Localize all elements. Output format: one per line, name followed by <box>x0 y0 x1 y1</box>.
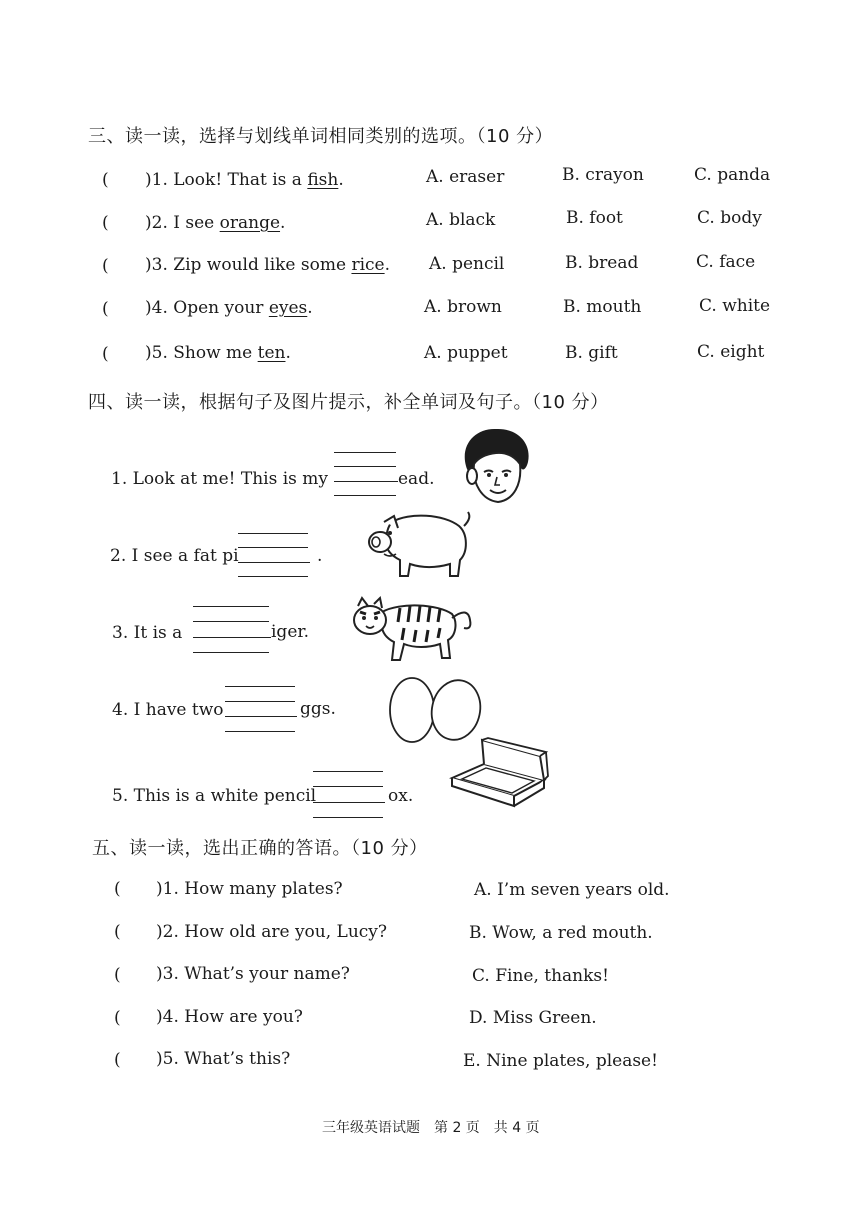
option-a: A. eraser <box>426 167 505 187</box>
option-c: C. body <box>697 208 762 228</box>
writing-line <box>193 652 269 653</box>
option-a: A. puppet <box>424 343 508 363</box>
writing-blank[interactable] <box>334 481 398 482</box>
answer-option-a: A. I’m seven years old. <box>474 880 670 900</box>
answer-option-d: D. Miss Green. <box>469 1008 597 1028</box>
option-a: A. pencil <box>429 254 505 274</box>
sentence-suffix: ox. <box>388 786 414 806</box>
writing-line <box>238 547 308 548</box>
option-a: A. black <box>426 210 496 230</box>
writing-line <box>334 466 396 467</box>
option-c: C. face <box>696 252 756 272</box>
question-text: )5. What’s this? <box>156 1049 291 1069</box>
answer-paren[interactable]: ( <box>102 299 109 319</box>
section4-heading: 四、读一读，根据句子及图片提示，补全单词及句子。（10 分） <box>88 392 609 413</box>
pig-picture <box>364 508 474 580</box>
sentence-prefix: 5. This is a white pencil <box>112 786 317 806</box>
underlined-word: rice <box>351 255 385 275</box>
sentence-suffix: iger. <box>271 622 310 642</box>
option-c: C. white <box>699 296 771 316</box>
option-b: B. foot <box>566 208 623 228</box>
question-text: )4. Open your eyes. <box>145 298 313 318</box>
question-text: )3. Zip would like some rice. <box>145 255 391 275</box>
section5-heading: 五、读一读，选出正确的答语。（10 分） <box>92 838 428 859</box>
option-a: A. brown <box>424 297 502 317</box>
question-text: )5. Show me ten. <box>145 343 291 363</box>
question-text: )1. Look! That is a fish. <box>145 170 344 190</box>
writing-line <box>313 771 383 772</box>
question-text: )2. How old are you, Lucy? <box>156 922 388 942</box>
sentence-suffix: ggs. <box>300 699 336 719</box>
question-text: )2. I see orange. <box>145 213 286 233</box>
answer-paren[interactable]: ( <box>102 256 109 276</box>
answer-option-c: C. Fine, thanks! <box>472 966 609 986</box>
underlined-word: orange <box>219 213 281 233</box>
sentence-prefix: 1. Look at me! This is my <box>111 469 329 489</box>
answer-paren[interactable]: ( <box>102 213 109 233</box>
answer-option-b: B. Wow, a red mouth. <box>469 923 653 943</box>
answer-option-e: E. Nine plates, please! <box>463 1051 658 1071</box>
answer-paren[interactable]: ( <box>102 344 109 364</box>
underlined-word: eyes <box>268 298 308 318</box>
underlined-word: fish <box>307 170 339 190</box>
writing-line <box>193 606 269 607</box>
writing-line <box>225 701 295 702</box>
writing-line <box>313 786 383 787</box>
writing-line <box>238 533 308 534</box>
page-footer: 三年级英语试题 第 2 页 共 4 页 <box>322 1120 540 1136</box>
writing-line <box>334 495 396 496</box>
answer-paren[interactable]: ( <box>114 965 121 985</box>
sentence-prefix: 2. I see a fat pi <box>110 546 239 566</box>
writing-blank[interactable] <box>238 562 310 563</box>
sentence-prefix: 4. I have two <box>112 700 224 720</box>
writing-line <box>334 452 396 453</box>
pencil-box-picture <box>448 736 552 820</box>
sentence-suffix: ead. <box>398 469 435 489</box>
tiger-picture <box>348 592 478 666</box>
answer-paren[interactable]: ( <box>114 1008 121 1028</box>
writing-blank[interactable] <box>193 637 271 638</box>
boy-head-picture <box>456 426 536 508</box>
answer-paren[interactable]: ( <box>114 1050 121 1070</box>
option-c: C. eight <box>697 342 765 362</box>
writing-line <box>313 817 383 818</box>
writing-line <box>238 576 308 577</box>
answer-paren[interactable]: ( <box>114 922 121 942</box>
writing-blank[interactable] <box>313 802 385 803</box>
underlined-word: ten <box>257 343 286 363</box>
question-text: )3. What’s your name? <box>156 964 350 984</box>
writing-blank[interactable] <box>225 716 297 717</box>
question-text: )4. How are you? <box>156 1007 303 1027</box>
writing-line <box>193 621 269 622</box>
option-b: B. crayon <box>562 165 644 185</box>
option-b: B. bread <box>565 253 639 273</box>
section3-heading: 三、读一读，选择与划线单词相同类别的选项。（10 分） <box>88 126 554 147</box>
option-b: B. mouth <box>563 297 642 317</box>
option-c: C. panda <box>694 165 771 185</box>
sentence-prefix: 3. It is a <box>112 623 183 643</box>
answer-paren[interactable]: ( <box>102 170 109 190</box>
sentence-suffix: . <box>317 546 323 566</box>
question-text: )1. How many plates? <box>156 879 343 899</box>
writing-line <box>225 686 295 687</box>
answer-paren[interactable]: ( <box>114 879 121 899</box>
writing-line <box>225 731 295 732</box>
option-b: B. gift <box>565 343 618 363</box>
